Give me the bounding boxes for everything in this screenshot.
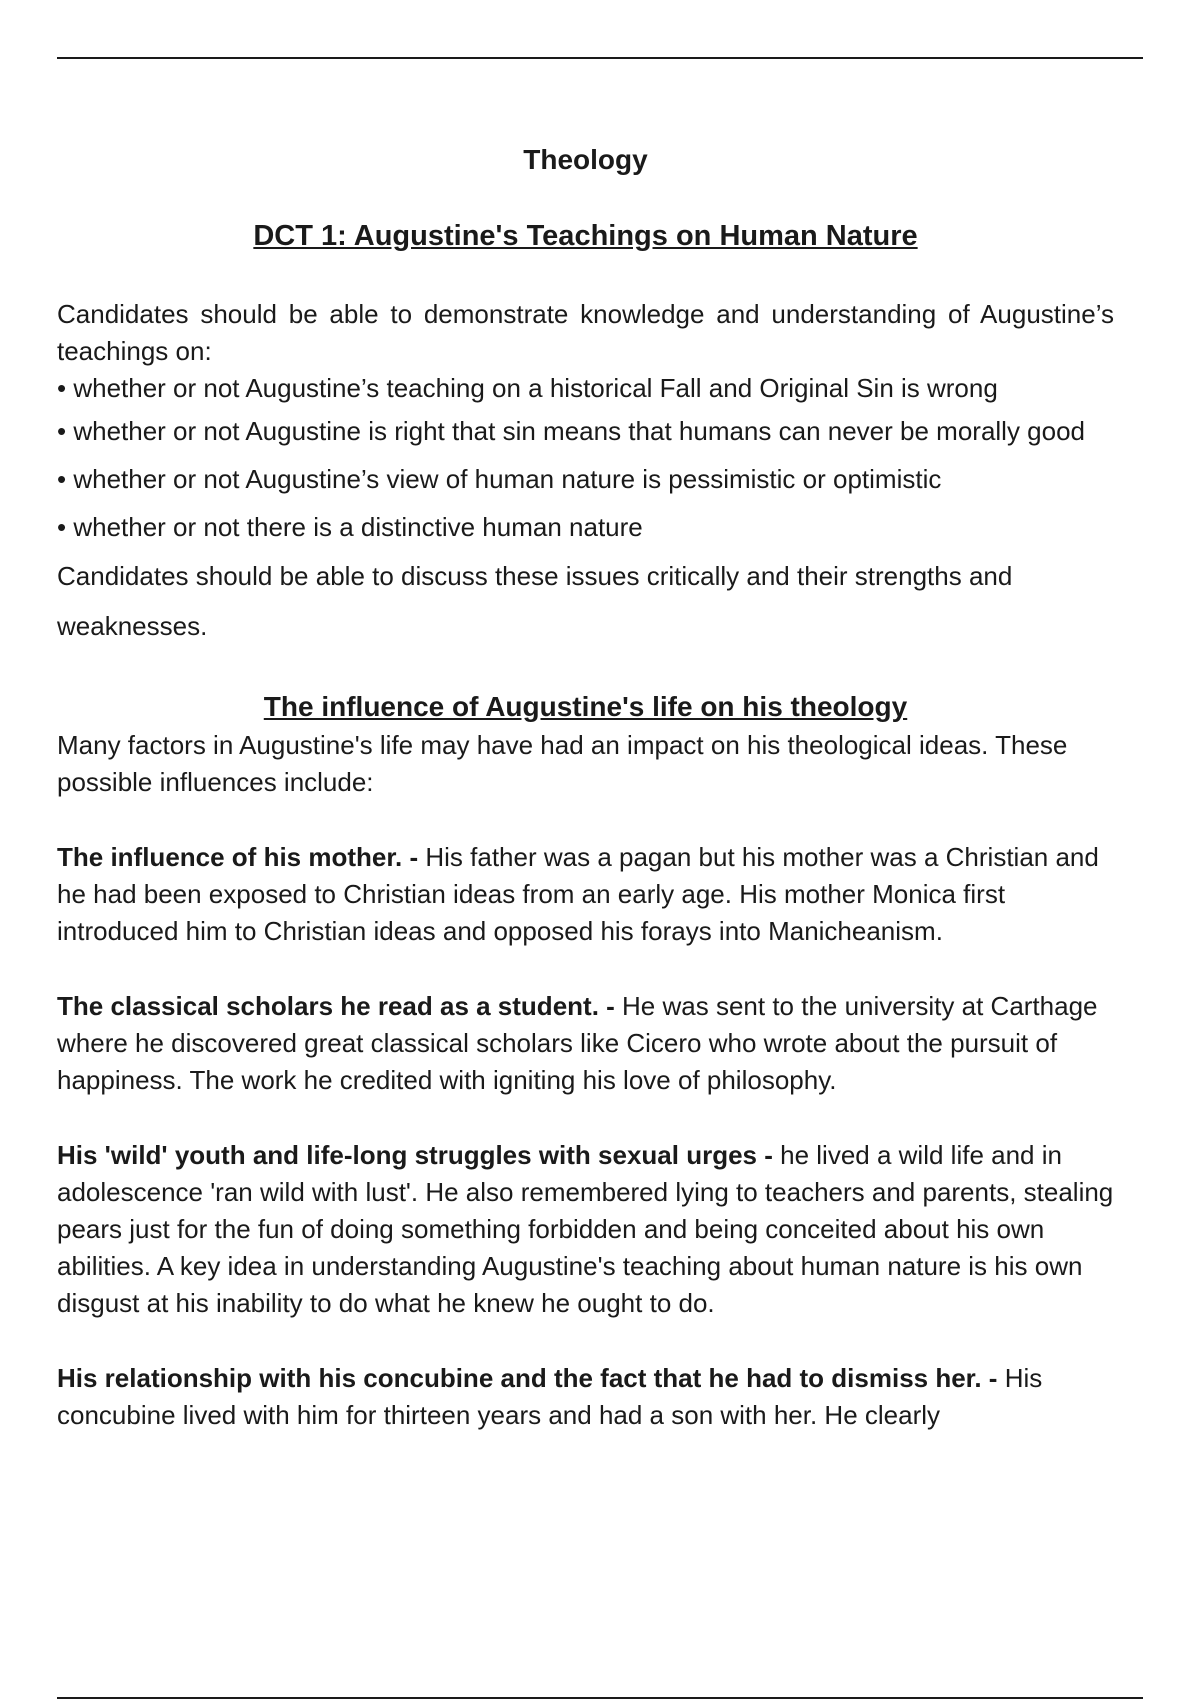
influence-text: He was sent to the university at Carthage where he discovered great classical scholars like Cicero who wrote about the pursuit of happiness. The work he credited with igniting his love of philosophy. (57, 991, 1098, 1095)
document-title: DCT 1: Augustine's Teachings on Human Nature (253, 220, 918, 252)
influence-paragraph (57, 839, 1114, 950)
influence-lead: His relationship with his concubine and the fact that he had to dismiss her. - (57, 1363, 1005, 1393)
intro-text: Candidates should be able to demonstrate knowledge and understanding of Augustine’s teachings on: (57, 299, 1114, 366)
influence-text: His father was a pagan but his mother was a Christian and he had been exposed to Christian ideas from an early age. His mother Monica first introduced him to Christian ideas and opposed his forays into Manicheanism. (57, 842, 1099, 946)
section-intro: Many factors in Augustine's life may have had an impact on his theological ideas. These possible influences include: (57, 730, 1068, 797)
outro-text: Candidates should be able to discuss these issues critically and their strengths and weaknesses. (57, 561, 1013, 641)
top-rule (57, 57, 1143, 59)
influence-lead: The classical scholars he read as a student. - (57, 991, 623, 1021)
bullet-item: • whether or not there is a distinctive human nature (57, 512, 643, 542)
influence-text: His concubine lived with him for thirteen years and had a son with her. He clearly (57, 1363, 1043, 1430)
bullet-item: • whether or not Augustine is right that sin means that humans can never be morally good (57, 416, 1086, 446)
subject-heading: Theology (523, 144, 648, 175)
bullet-item: • whether or not Augustine’s view of human nature is pessimistic or optimistic (57, 464, 942, 494)
influence-text: he lived a wild life and in adolescence 'ran wild with lust'. He also remembered lying to teachers and parents, stealing pears just for the fun of doing something forbidden and being conceited about his own abilities. A key idea in understanding Augustine's teaching about human nature is his own disgust at his inability to do what he knew he ought to do. (57, 1140, 1114, 1318)
influence-lead: His 'wild' youth and life-long struggles with sexual urges - (57, 1140, 781, 1170)
influence-paragraph (57, 1360, 1114, 1434)
bullet-item: • whether or not Augustine’s teaching on a historical Fall and Original Sin is wrong (57, 373, 998, 403)
influence-paragraph (57, 1137, 1114, 1322)
section-heading: The influence of Augustine's life on his theology (263, 691, 908, 722)
influence-lead: The influence of his mother. - (57, 842, 426, 872)
bottom-rule (57, 1697, 1143, 1699)
document-page (57, 140, 1114, 1434)
influence-paragraph (57, 988, 1114, 1099)
